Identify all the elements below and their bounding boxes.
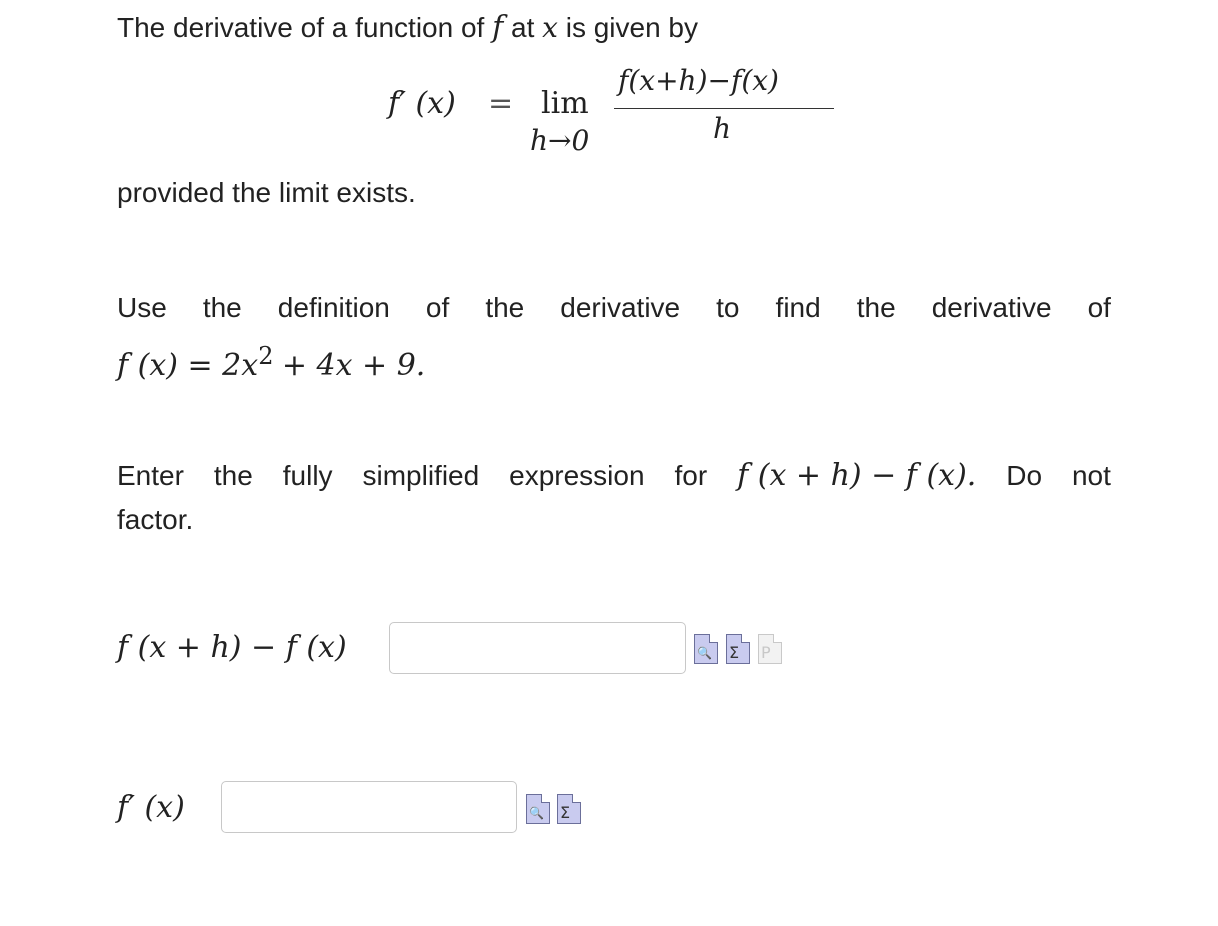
fraction-denominator: h: [713, 112, 732, 145]
enter-instruction-line: Enter the fully simplified expression for f (x + h) − f (x). Do not: [117, 458, 1111, 493]
provided-text: provided the limit exists.: [117, 177, 416, 208]
equation-editor-icon[interactable]: Σ: [726, 634, 750, 664]
difference-input[interactable]: [389, 622, 686, 674]
definition-lhs: f′ (x): [388, 86, 456, 121]
formula-icon: P: [758, 634, 782, 664]
difference-label: f (x + h) − f (x): [117, 630, 347, 665]
instruction-line: Use the definition of the derivative to find the derivative of: [117, 292, 1111, 323]
derivative-input[interactable]: [221, 781, 517, 833]
limit-subscript: h→0: [530, 124, 590, 157]
fraction-numerator: f(x+h)−f(x): [618, 64, 779, 97]
preview-icon[interactable]: 🔍: [694, 634, 718, 664]
fraction-bar: [614, 108, 834, 109]
preview-icon-2[interactable]: 🔍: [526, 794, 550, 824]
derivative-label: f′ (x): [117, 790, 185, 825]
definition-equals: =: [488, 86, 514, 121]
equation-editor-icon-2[interactable]: Σ: [557, 794, 581, 824]
function-definition: f $(x) = 2x^2 + 4x + 9$.: [117, 342, 426, 383]
limit-label: lim: [541, 86, 589, 121]
derivative-definition-formula: [388, 62, 848, 162]
intro-text: The derivative of a function of f at x is given by: [117, 10, 699, 45]
enter-instruction-line2: factor.: [117, 504, 194, 535]
